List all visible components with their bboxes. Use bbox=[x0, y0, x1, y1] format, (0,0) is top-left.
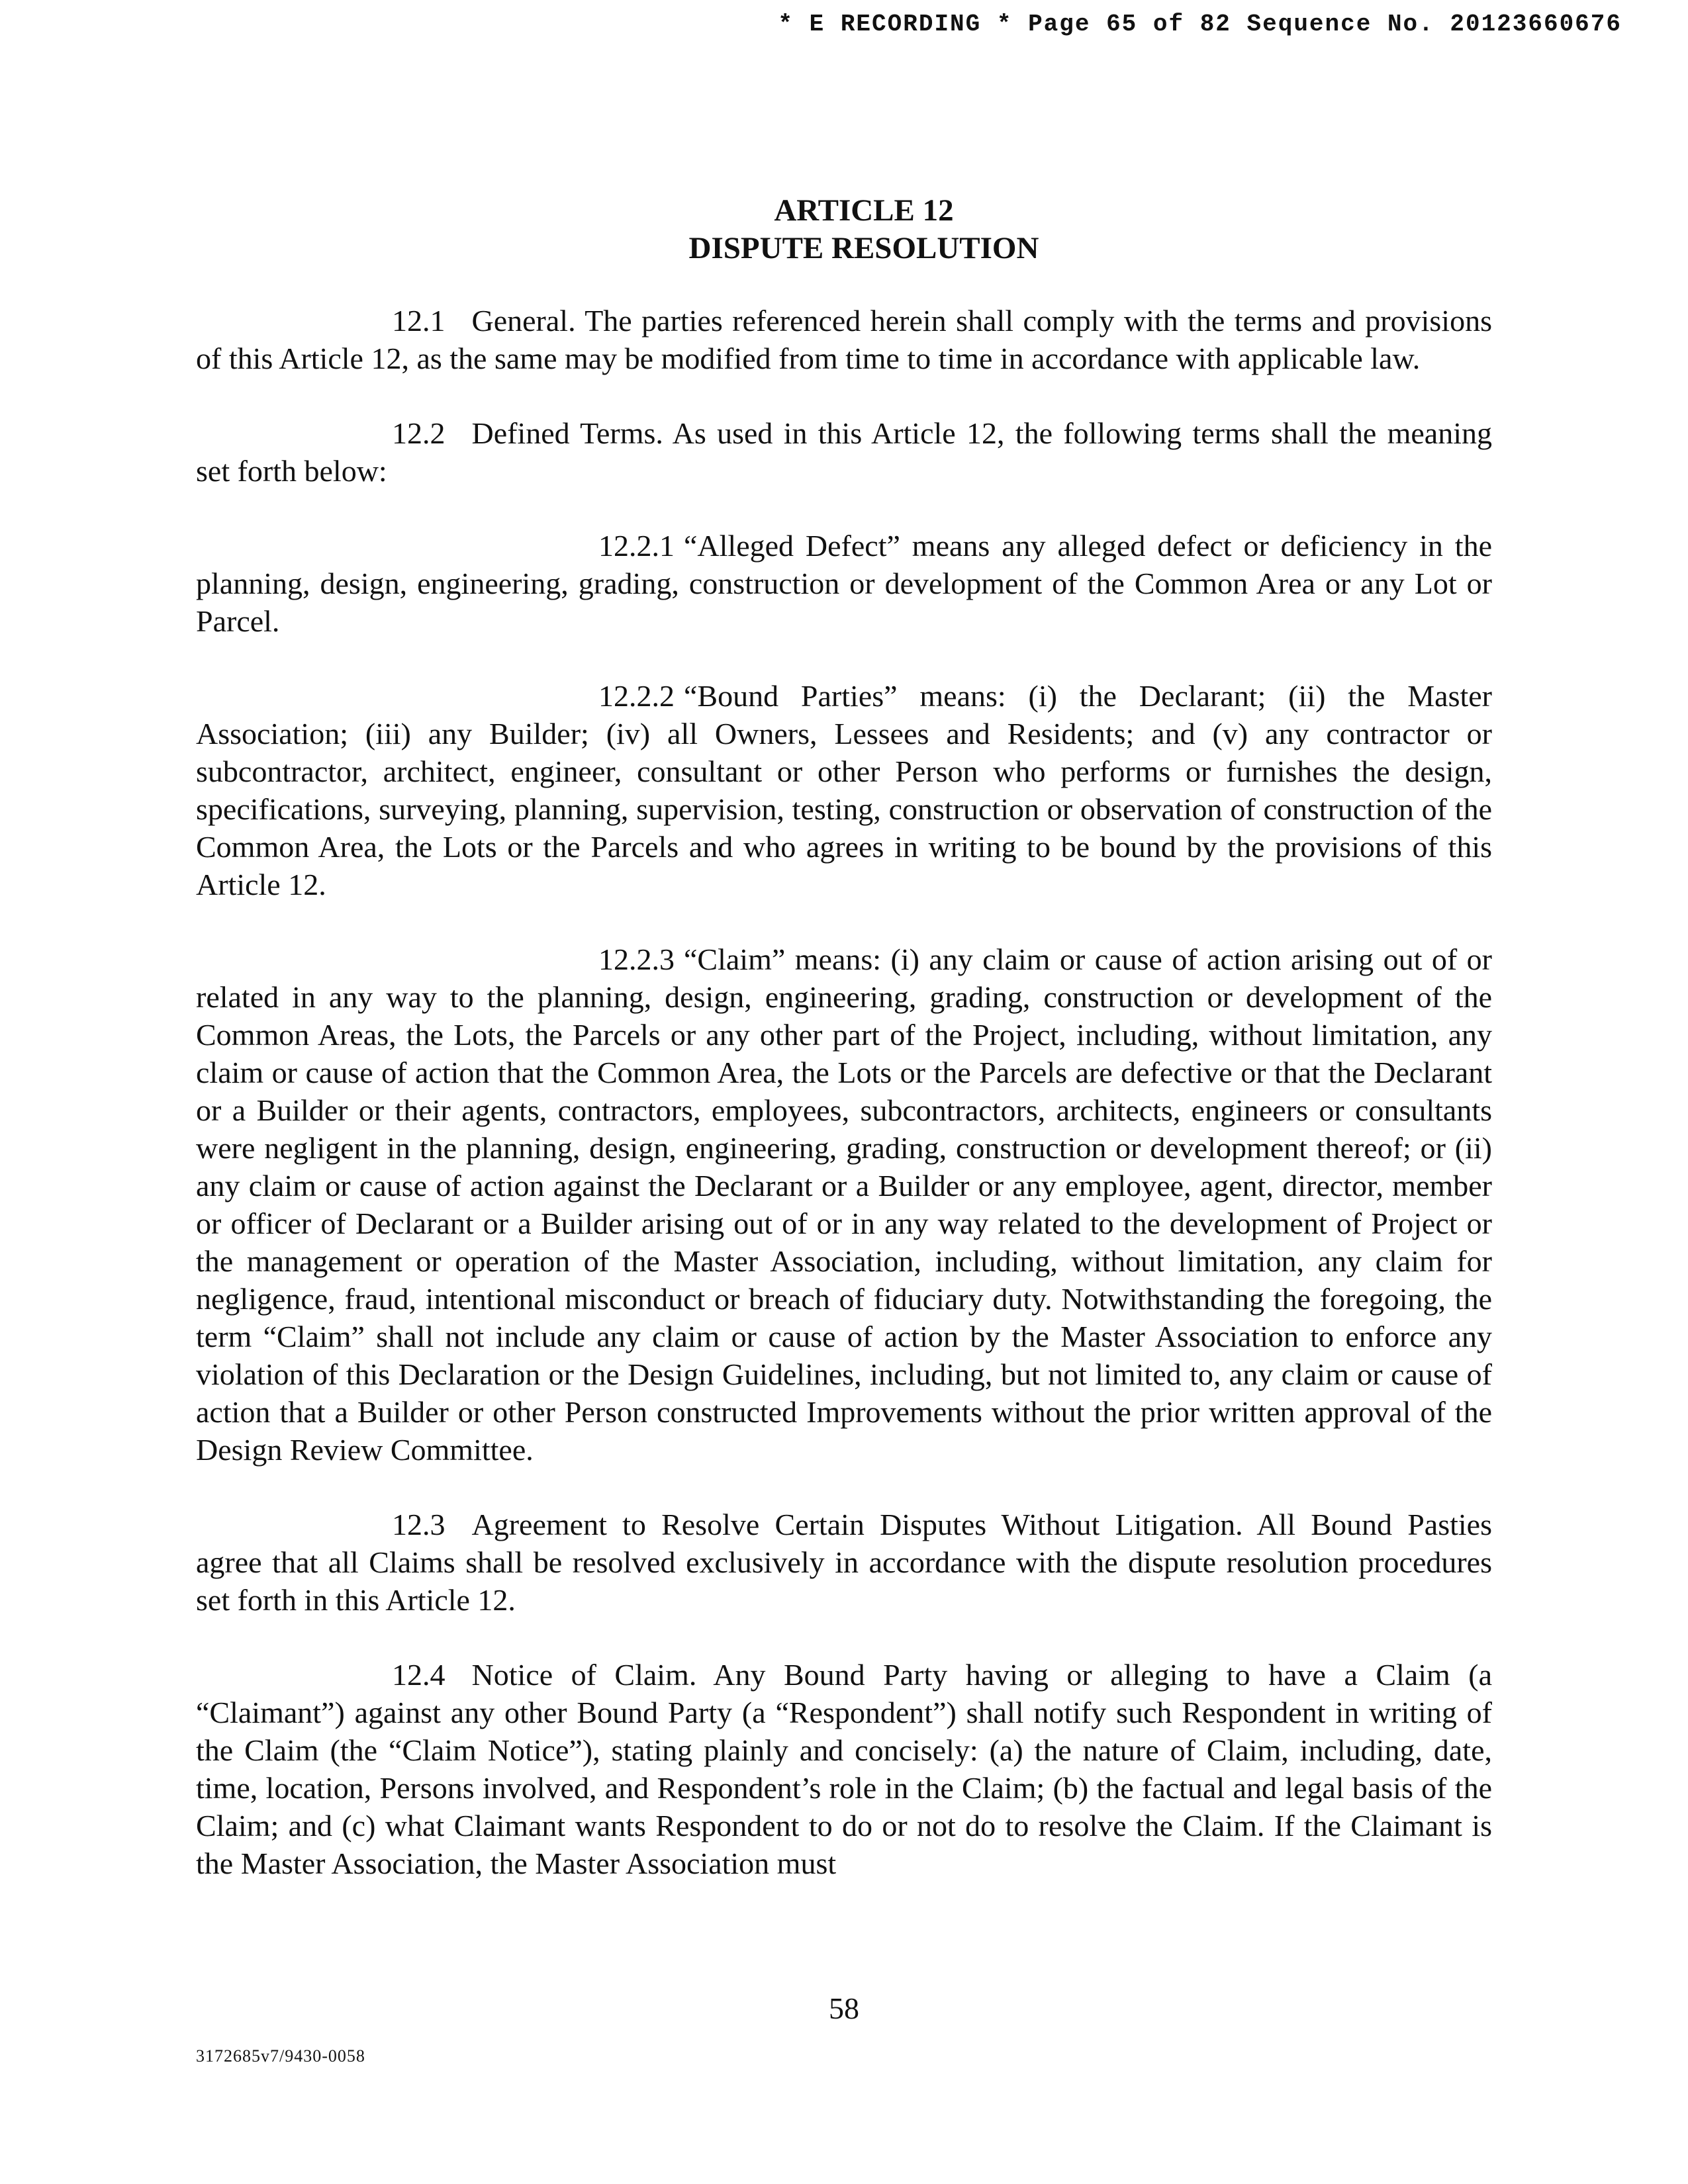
recording-stamp: * E RECORDING * Page 65 of 82 Sequence No. 20123660676 bbox=[778, 11, 1622, 38]
section-number: 12.3 bbox=[392, 1508, 445, 1541]
section-12-2-1 bbox=[196, 527, 1492, 640]
section-12-2 bbox=[196, 414, 1492, 490]
section-number: 12.2 bbox=[392, 416, 445, 450]
section-text: Defined Terms. As used in this Article 12, the following terms shall the meaning set forth below: bbox=[196, 416, 1492, 488]
article-number: ARTICLE 12 bbox=[774, 193, 954, 228]
section-12-2-2 bbox=[196, 677, 1492, 903]
section-12-2-3 bbox=[196, 940, 1492, 1469]
section-text: “Bound Parties” means: (i) the Declarant; (ii) the Master Association; (iii) any Builder; (iv) all Owners, Lessees and Residents; and (v) any contractor or subcontractor, architect, engineer, consultant or other Person who performs or furnishes the design, specifications, surveying, planning, supervision, testing, construction or observation of construction of the Common Area, the Lots or the Parcels and who agrees in writing to be bound by the provisions of this Article 12. bbox=[196, 679, 1492, 901]
section-text: Agreement to Resolve Certain Disputes Without Litigation. All Bound Pasties agree that all Claims shall be resolved exclusively in accordance with the dispute resolution procedures set forth in this Article 12. bbox=[196, 1508, 1492, 1617]
section-number: 12.2.1 bbox=[598, 529, 675, 563]
section-number: 12.1 bbox=[392, 304, 445, 338]
article-title bbox=[236, 192, 1492, 267]
page-number: 58 bbox=[829, 1991, 859, 2025]
document-id: 3172685v7/9430-0058 bbox=[196, 2046, 365, 2066]
section-number: 12.4 bbox=[392, 1658, 445, 1692]
section-12-4 bbox=[196, 1656, 1492, 1882]
section-12-1 bbox=[196, 302, 1492, 377]
document-body bbox=[196, 192, 1492, 1882]
article-heading: DISPUTE RESOLUTION bbox=[688, 231, 1039, 265]
section-text: Notice of Claim. Any Bound Party having or alleging to have a Claim (a “Claimant”) against any other Bound Party (a “Respondent”) shall notify such Respondent in writing of the Claim (the “Claim Notice”), stating plainly and concisely: (a) the nature of Claim, including, date, time, location, Persons involved, and Respondent’s role in the Claim; (b) the factual and legal basis of the Claim; and (c) what Claimant wants Respondent to do or not do to resolve the Claim. If the Claimant is the Master Association, the Master Association must bbox=[196, 1658, 1492, 1880]
section-number: 12.2.2 bbox=[598, 679, 675, 713]
section-text: “Claim” means: (i) any claim or cause of action arising out of or related in any way to the planning, design, engineering, grading, construction or development of the Common Areas, the Lots, the Parcels or any other part of the Project, including, without limitation, any claim or cause of action that the Common Area, the Lots or the Parcels are defective or that the Declarant or a Builder or their agents, contractors, employees, subcontractors, architects, engineers or consultants were negligent in the planning, design, engineering, grading, construction or development thereof; or (ii) any claim or cause of action against the Declarant or a Builder or any employee, agent, director, member or officer of Declarant or a Builder arising out of or in any way related to the development of Project or the management or operation of the Master Association, including, without limitation, any claim for negligence, fraud, intentional misconduct or breach of fiduciary duty. Notwithstanding the foregoing, the term “Claim” shall not include any claim or cause of action by the Master Association to enforce any violation of this Declaration or the Design Guidelines, including, but not limited to, any claim or cause of action that a Builder or other Person constructed Improvements without the prior written approval of the Design Review Committee. bbox=[196, 942, 1492, 1467]
section-12-3 bbox=[196, 1506, 1492, 1619]
section-text: “Alleged Defect” means any alleged defect or deficiency in the planning, design, engineering, grading, construction or development of the Common Area or any Lot or Parcel. bbox=[196, 529, 1492, 638]
section-number: 12.2.3 bbox=[598, 942, 675, 976]
section-text: General. The parties referenced herein shall comply with the terms and provisions of this Article 12, as the same may be modified from time to time in accordance with applicable law. bbox=[196, 304, 1492, 375]
